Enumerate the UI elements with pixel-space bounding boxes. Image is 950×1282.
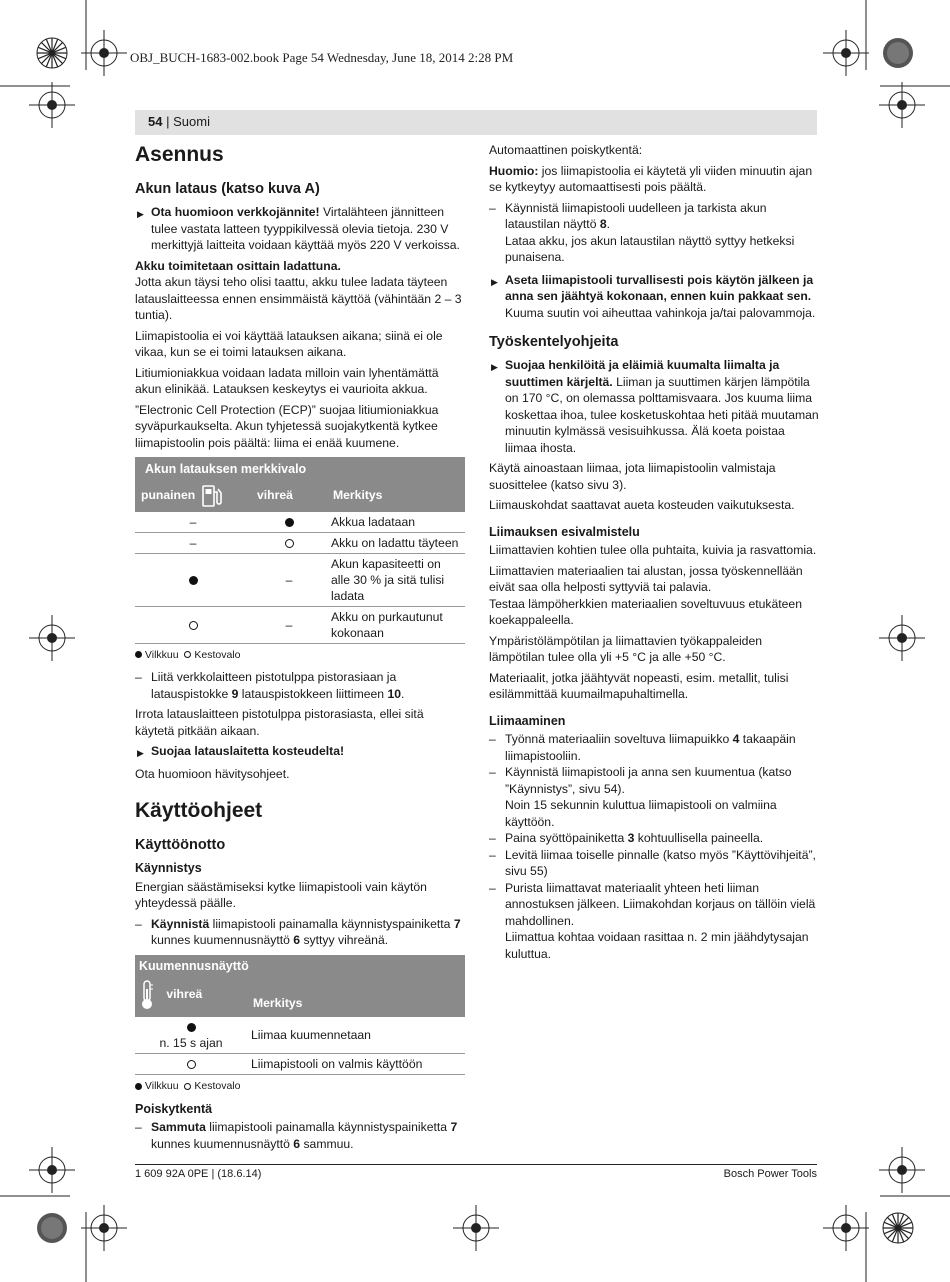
table-row: Liimapistooli on valmis käyttöön — [135, 1054, 465, 1075]
paragraph-flammable: Liimattavien materiaalien tai alustan, jossa työskennellään eivät saa olla helposti syttyviä tai palavia. — [489, 563, 803, 594]
list-item: – Työnnä materiaaliin soveltuva liimapuikko 4 takaapäin liimapistooliin. — [489, 731, 819, 764]
section-title-kayttoohjeet: Käyttöohjeet — [135, 799, 263, 822]
left-column — [135, 140, 465, 1156]
charge-table-legend: Vilkkuu Kestovalo — [135, 647, 465, 664]
note-auto-off: Huomio: jos liimapistoolia ei käytetä yli viiden minuutin ajan se kytkeytyy automaattisesti pois päältä. — [489, 163, 813, 194]
page-header-bar — [135, 110, 817, 135]
paragraph-temperature: Ympäristölämpötilan ja liimattavien työkappaleiden lämpötilan tulee olla yli +5 °C ja alle +50 °C. — [489, 633, 763, 664]
switch-on-instruction: – Käynnistä liimapistooli painamalla käynnistyspainiketta 7 kunnes kuumennusnäyttö 6 syttyy vihreänä. — [135, 916, 465, 949]
heading-startup: Käyttöönotto — [135, 837, 226, 853]
heat-table-title: Kuumennusnäyttö — [135, 955, 465, 978]
paragraph-unplug: Irrota latauslaitteen pistotulppa pistorasiasta, ellei sitä käytetä pitkään aikaan. — [135, 707, 424, 738]
page-number: 54 — [148, 114, 163, 129]
blinking-light-icon — [135, 651, 142, 658]
footer-code: 1 609 92A 0PE | (18.6.14) — [135, 1168, 262, 1180]
paragraph-energy: Energian säästämiseksi kytke liimapistooli vain käytön yhteydessä päälle. — [135, 879, 427, 910]
steady-light-icon — [184, 1083, 191, 1090]
heading-preparation: Liimauksen esivalmistelu — [489, 524, 640, 539]
warning-storage: ▶ Aseta liimapistooli turvallisesti pois käytön jälkeen ja anna sen jäähtyä kokonaan, ennen kuin pakkaat sen. Kuuma suutin voi aiheuttaa vahinkoja ja/tai palovammoja. — [489, 272, 819, 322]
heading-gluing: Liimaaminen — [489, 713, 566, 728]
blinking-light-icon — [285, 518, 294, 527]
heat-table-legend: Vilkkuu Kestovalo — [135, 1078, 465, 1095]
heading-work-instructions: Työskentelyohjeita — [489, 334, 619, 350]
paragraph-auto-off: Automaattinen poiskytkentä: — [489, 143, 643, 157]
file-header: OBJ_BUCH-1683-002.book Page 54 Wednesday, June 18, 2014 2:28 PM — [130, 50, 514, 65]
heat-col-green: vihreä — [166, 987, 203, 1002]
heading-charging: Akun lataus (katso kuva A) — [135, 181, 320, 197]
table-row: – Akku on ladattu täyteen — [135, 532, 465, 553]
col-red: punainen — [141, 487, 196, 502]
heat-col-meaning: Merkitys — [247, 977, 465, 1017]
col-meaning: Merkitys — [327, 482, 465, 512]
warning-moisture: ▶ Suojaa latauslaitetta kosteudelta! — [135, 743, 465, 760]
paragraph-metals: Materiaalit, jotka jäähtyvät nopeasti, esim. metallit, tulisi esilämmittää kuumailmapuhaltimella. — [489, 670, 789, 701]
paragraph-use-glue: Käytä ainoastaan liimaa, jota liimapistoolin valmistaja suosittelee (katso sivu 3). — [489, 461, 776, 492]
restart-instruction: – Käynnistä liimapistooli uudelleen ja tarkista akun lataustilan näyttö 8. Lataa akku, jos akun lataustilan näyttö syttyy hetkeksi punaisena. — [489, 200, 819, 266]
table-row: – Akkua ladataan — [135, 512, 465, 533]
table-row: n. 15 s ajan Liimaa kuumennetaan — [135, 1017, 465, 1054]
steady-light-icon — [285, 539, 294, 548]
paragraph-ecp: ”Electronic Cell Protection (ECP)” suojaa litiumioniakkua syväpurkaukselta. Akun tyhjetessä suojakytkentä kytkee liimapistoolin pois päältä: liima ei enää kuumene. — [135, 402, 439, 450]
partial-charge-note: Akku toimitetaan osittain ladattuna. Jotta akun täysi teho olisi taattu, akku tulee ladata täyteen latauslaitteessa ennen ensimmäistä käyttöä (vähintään 2 – 3 tuntia). — [135, 258, 462, 322]
col-green: vihreä — [251, 482, 327, 512]
header-separator: | — [166, 114, 170, 129]
warning-hot-glue: ▶ Suojaa henkilöitä ja eläimiä kuumalta liimalta ja suuttimen kärjeltä. Liiman ja suuttimen kärjen lämpötila on 170 °C, on olemassa polttamisvaara. Jos kuuma liima koskettaa ihoa, tulee kosketuskohtaa heti pitää muutaman minuutin kylmässä vesisuihkussa. Älä koeta poistaa liimaa ihosta. — [489, 357, 819, 456]
paragraph-no-use: Liimapistoolia ei voi käyttää latauksen aikana; siinä ei ole vikaa, kun se ei toimi latauksen aikana. — [135, 328, 443, 359]
steady-light-icon — [187, 1060, 196, 1069]
thermometer-icon — [139, 979, 155, 1011]
switch-off-instruction: – Sammuta liimapistooli painamalla käynnistyspainiketta 7 kunnes kuumennusnäyttö 6 sammuu. — [135, 1119, 465, 1152]
fuel-pump-icon — [201, 484, 223, 508]
charge-table-title: Akun latauksen merkkivalo — [135, 457, 465, 482]
plug-in-instruction: – Liitä verkkolaitteen pistotulppa pistorasiaan ja latauspistokke 9 latauspistokkeen liittimeen 10. — [135, 669, 465, 702]
header-language: Suomi — [173, 114, 210, 129]
steady-light-icon — [184, 651, 191, 658]
paragraph-disposal: Ota huomioon hävitysohjeet. — [135, 766, 290, 781]
charge-indicator-table — [135, 457, 465, 644]
warning-voltage: ▶ Ota huomioon verkkojännite! Virtalähteen jännitteen tulee vastata latteen tyyppikilvessä olevia tietoja. 230 V merkittyjä laitteita voidaan käyttää myös 220 V verkoissa. — [135, 204, 465, 254]
list-item: – Levitä liimaa toiselle pinnalle (katso myös ”Käyttövihjeitä”, sivu 55) — [489, 847, 819, 880]
steady-light-icon — [189, 621, 198, 630]
heat-indicator-table — [135, 955, 465, 1076]
paragraph-test: Testaa lämpöherkkien materiaalien soveltuvuus etukäteen koekappaleella. — [489, 596, 802, 627]
blinking-light-icon — [189, 576, 198, 585]
blinking-light-icon — [135, 1083, 142, 1090]
table-row: – Akku on purkautunut kokonaan — [135, 606, 465, 643]
paragraph-liion: Litiumioniakkua voidaan ladata milloin vain lyhentämättä akun elinikää. Latauksen keskeytys ei vaurioita akkua. — [135, 365, 439, 396]
heading-switch-on: Käynnistys — [135, 861, 202, 875]
paragraph-clean: Liimattavien kohtien tulee olla puhtaita, kuivia ja rasvattomia. — [489, 543, 817, 557]
page-header — [148, 114, 210, 129]
right-column — [489, 142, 819, 966]
heading-switch-off: Poiskytkentä — [135, 1101, 213, 1116]
blinking-light-icon — [187, 1023, 196, 1032]
list-item: – Purista liimattavat materiaalit yhteen heti liiman annostuksen jälkeen. Liimakohdan korjaus on tällöin vielä mahdollinen. Liimattua kohtaa voidaan rasittaa n. 2 min jäähdytysajan kuluttua. — [489, 880, 819, 963]
footer-rule — [135, 1164, 817, 1165]
list-item: – Paina syöttöpainiketta 3 kohtuullisella paineella. — [489, 830, 819, 847]
paragraph-moisture: Liimauskohdat saattavat aueta kosteuden vaikutuksesta. — [489, 498, 795, 512]
footer-brand: Bosch Power Tools — [723, 1168, 817, 1180]
table-row: – Akun kapasiteetti on alle 30 % ja sitä tulisi ladata — [135, 553, 465, 606]
list-item: – Käynnistä liimapistooli ja anna sen kuumentua (katso ”Käynnistys”, sivu 54). Noin 15 sekunnin kuluttua liimapistooli on valmiina käyttöön. — [489, 764, 819, 830]
section-title-asennus: Asennus — [135, 143, 224, 166]
